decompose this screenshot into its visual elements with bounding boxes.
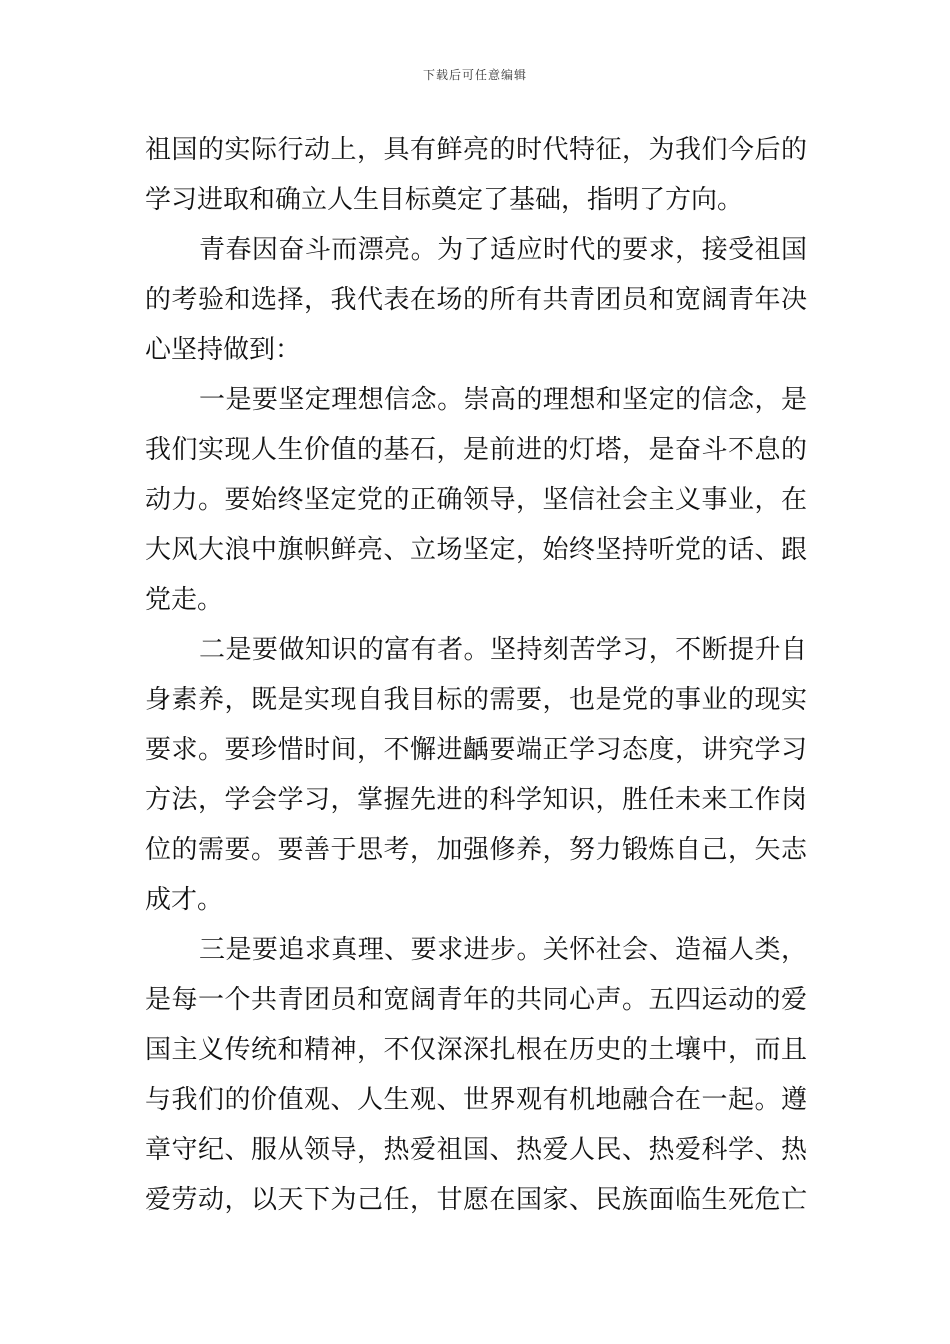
text-line: 身素养，既是实现自我目标的需要，也是党的事业的现实 <box>145 685 807 715</box>
text-line: 是每一个共青团员和宽阔青年的共同心声。五四运动的爱 <box>145 985 807 1015</box>
text-line: 我们实现人生价值的基石，是前进的灯塔，是奋斗不息的 <box>145 435 807 465</box>
text-line: 心坚持做到： <box>145 335 302 365</box>
text-line: 祖国的实际行动上，具有鲜亮的时代特征，为我们今后的 <box>145 135 807 165</box>
text-line: 章守纪、服从领导，热爱祖国、热爱人民、热爱科学、热 <box>145 1135 807 1165</box>
text-line: 学习进取和确立人生目标奠定了基础，指明了方向。 <box>145 185 744 215</box>
text-line: 与我们的价值观、人生观、世界观有机地融合在一起。遵 <box>145 1085 807 1115</box>
text-line: 党走。 <box>145 585 224 615</box>
text-line: 爱劳动，以天下为己任，甘愿在国家、民族面临生死危亡 <box>145 1185 807 1215</box>
text-line: 动力。要始终坚定党的正确领导，坚信社会主义事业，在 <box>145 485 807 515</box>
text-line: 要求。要珍惜时间，不懈进齲要端正学习态度，讲究学习 <box>145 735 807 765</box>
text-line: 方法，学会学习，掌握先进的科学知识，胜任未来工作岗 <box>145 785 807 815</box>
text-line: 三是要追求真理、要求进步。关怀社会、造福人类， <box>199 935 807 965</box>
text-line: 大风大浪中旗帜鲜亮、立场坚定，始终坚持听党的话、跟 <box>145 535 807 565</box>
text-line: 位的需要。要善于思考，加强修养，努力锻炼自己，矢志 <box>145 835 807 865</box>
text-line: 青春因奋斗而漂亮。为了适应时代的要求，接受祖国 <box>199 235 807 265</box>
page-header-note: 下载后可任意编辑 <box>422 68 527 82</box>
text-line: 二是要做知识的富有者。坚持刻苦学习，不断提升自 <box>199 635 807 665</box>
text-line: 的考验和选择，我代表在场的所有共青团员和宽阔青年决 <box>145 285 807 315</box>
text-line: 一是要坚定理想信念。崇高的理想和坚定的信念，是 <box>199 385 807 415</box>
text-line: 国主义传统和精神，不仅深深扎根在历史的土壤中，而且 <box>145 1035 807 1065</box>
text-line: 成才。 <box>145 885 224 915</box>
